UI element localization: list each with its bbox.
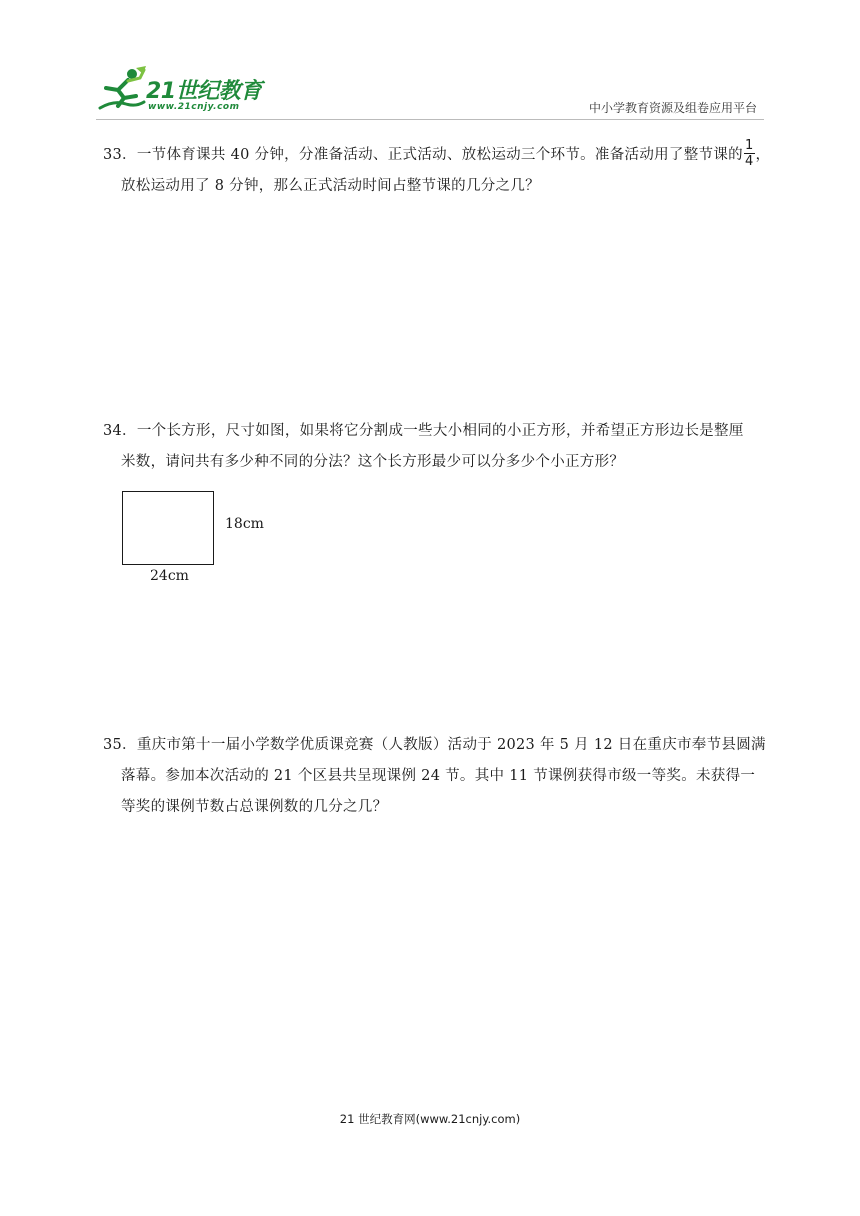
logo-text: 21世纪教育 — [146, 79, 262, 104]
question-33-text-a: 一节体育课共 40 分钟，分准备活动、正式活动、放松运动三个环节。准备活动用了整节课的 — [136, 147, 743, 163]
fraction-denominator: 4 — [744, 153, 754, 169]
question-35-number: 35． — [103, 737, 137, 753]
question-34-line-1 — [103, 416, 763, 447]
question-35 — [103, 730, 766, 823]
question-35-line-2: 落幕。参加本次活动的 21 个区县共呈现课例 24 节。其中 11 节课例获得市级一等奖。未获得一 — [121, 768, 756, 784]
page-footer: 21 世纪教育网(www.21cnjy.com) — [339, 1112, 521, 1126]
question-35-line-3: 等奖的课例节数占总课例数的几分之几？ — [121, 799, 388, 815]
rectangle-figure — [122, 491, 214, 565]
question-33-number: 33． — [103, 147, 137, 163]
logo-url: www.21cnjy.com — [148, 102, 240, 112]
fraction-numerator: 1 — [744, 137, 754, 153]
header-divider — [96, 119, 764, 120]
question-33-line-1 — [103, 137, 771, 171]
question-34-number: 34． — [103, 423, 137, 439]
question-34 — [103, 416, 763, 478]
fraction-one-quarter — [744, 139, 755, 168]
site-logo — [96, 66, 266, 120]
question-34-text-a: 一个长方形，尺寸如图，如果将它分割成一些大小相同的小正方形，并希望正方形边长是整厘 — [136, 423, 744, 439]
question-33 — [103, 137, 771, 202]
question-35-line-1 — [103, 730, 766, 761]
question-35-text-a: 重庆市第十一届小学数学优质课竞赛（人教版）活动于 2023 年 5 月 12 日在重庆市奉节县圆满 — [136, 737, 766, 753]
question-33-text-b: ， — [755, 147, 771, 163]
header-platform-text: 中小学教育资源及组卷应用平台 — [588, 101, 757, 115]
question-34-line-2: 米数，请问共有多少种不同的分法？这个长方形最少可以分多少个小正方形？ — [121, 454, 625, 470]
rectangle-width-label: 24cm — [150, 568, 189, 584]
rectangle-height-label: 18cm — [225, 516, 264, 532]
question-33-line-2: 放松运动用了 8 分钟，那么正式活动时间占整节课的几分之几？ — [121, 178, 540, 194]
runner-logo-icon — [96, 66, 148, 116]
